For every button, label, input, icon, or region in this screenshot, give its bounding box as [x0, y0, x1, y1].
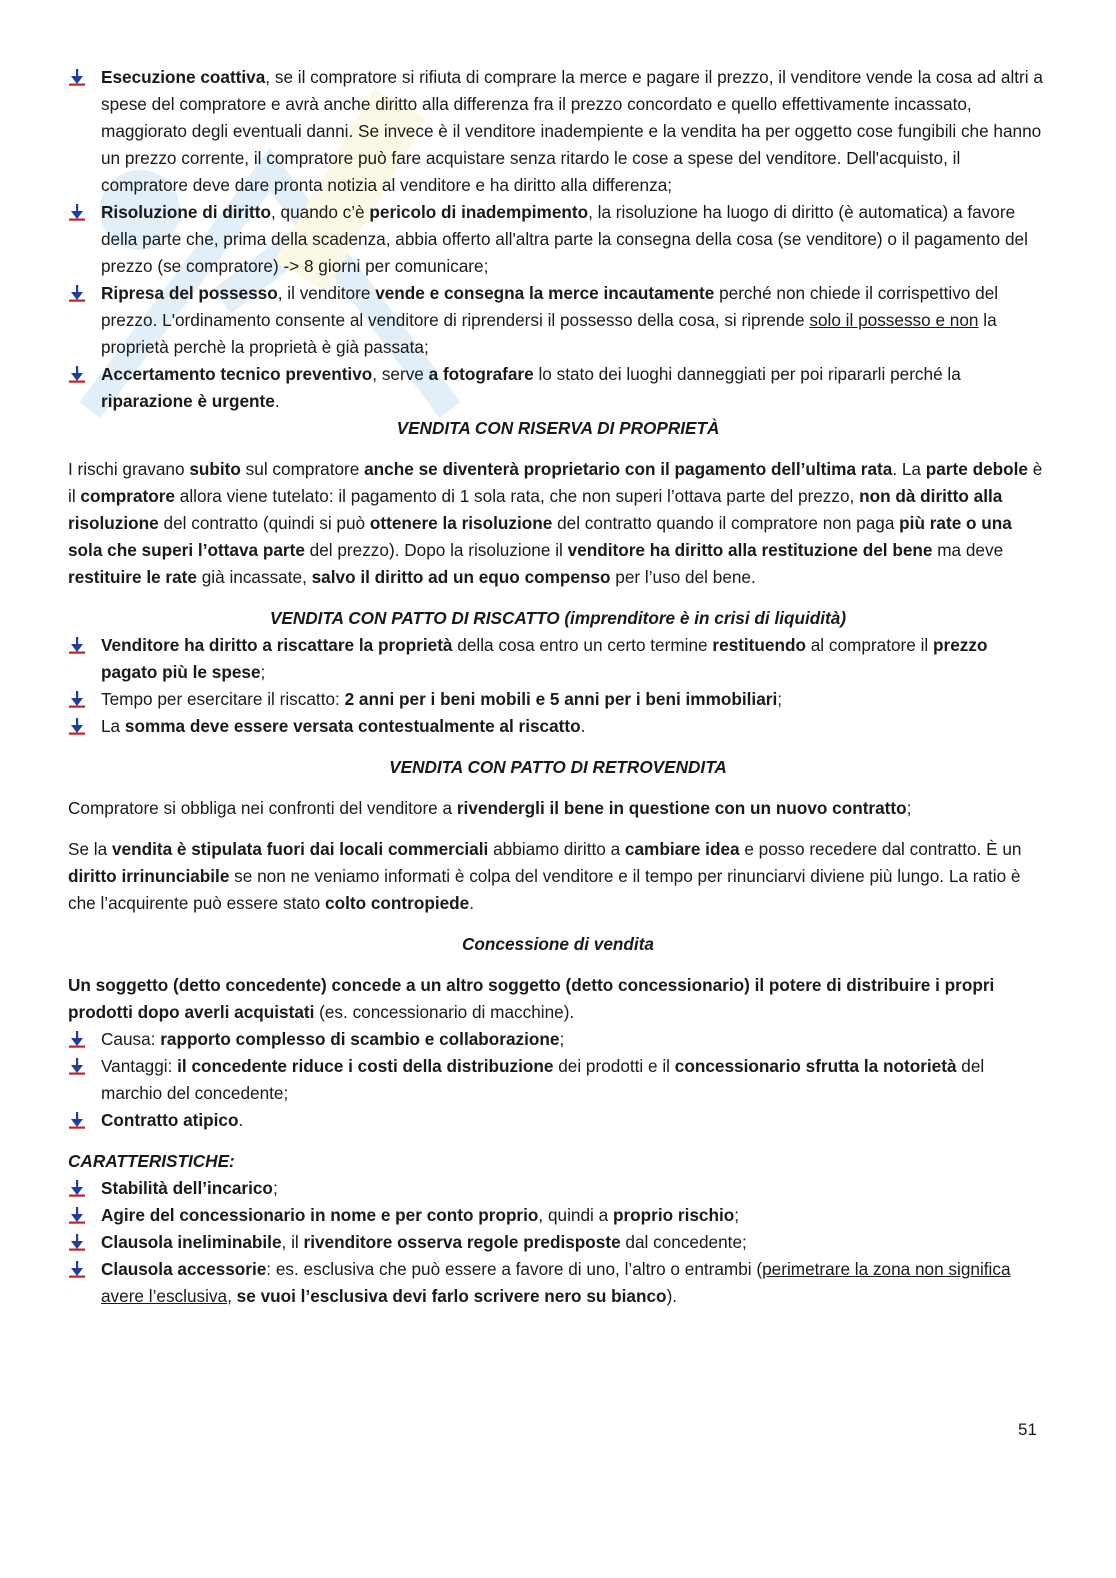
text: .	[274, 391, 280, 411]
term: vende e consegna la merce incautamente	[375, 283, 715, 303]
list-item	[68, 713, 1048, 740]
list-item	[68, 361, 1048, 415]
term: Clausola ineliminabile	[101, 1232, 282, 1252]
term: Accertamento tecnico preventivo	[101, 364, 373, 384]
term: pericolo di inadempimento	[369, 202, 589, 222]
arrow-bullet-icon	[68, 718, 86, 735]
term: compratore	[80, 486, 175, 506]
paragraph	[68, 972, 1048, 1026]
text: , la risoluzione ha luogo di diritto (è automatica) a favore della parte che, prima della scadenza, abbia offerto all'altra parte la consegna della cosa (se venditore) o il pagamento del prezzo (se compratore) -> 8 giorni per comunicare;	[101, 202, 1028, 276]
text: , se il compratore si rifiuta di comprare la merce e pagare il prezzo, il venditore vende la cosa ad altri a spese del compratore e avrà anche diritto alla differenza fra il prezzo concordato e quello effettivamente incassato, maggiorato degli eventuali danni. Se invece è il venditore inadempiente e la vendita ha per oggetto cose fungibili che hanno un prezzo corrente, il compratore può fare acquistare senza ritardo le cose a spese del venditore. Dell'acquisto, il compratore deve dare pronta notizia al venditore e ha diritto alla differenza;	[101, 67, 1043, 195]
arrow-bullet-icon	[68, 691, 86, 708]
text: La	[101, 716, 125, 736]
text: .	[580, 716, 586, 736]
list-item	[68, 1256, 1048, 1310]
text: lo stato dei luoghi danneggiati per poi ripararli perché la	[533, 364, 961, 384]
text: perché non chiede il corrispettivo del prezzo. L'ordinamento consente al venditore di riprendersi il possesso della cosa, si riprende	[101, 283, 999, 330]
section-heading: Concessione di vendita	[462, 934, 654, 954]
text: Tempo per esercitare il riscatto:	[101, 689, 345, 709]
text: al compratore il	[805, 635, 934, 655]
text: se non ne veniamo informati è colpa del venditore e il tempo per rinunciarvi diviene più lungo. La ratio è che l’acquirente può essere stato	[68, 866, 1021, 913]
arrow-bullet-icon	[68, 1234, 86, 1251]
term: Agire del concessionario in nome e per conto proprio	[101, 1205, 539, 1225]
text: , il venditore	[277, 283, 376, 303]
arrow-bullet-icon	[68, 204, 86, 221]
text: del marchio del concedente;	[101, 1056, 985, 1103]
list-item	[68, 686, 1048, 713]
term: se vuoi l’esclusiva devi farlo scrivere nero su bianco	[236, 1286, 667, 1306]
term: vendita è stipulata fuori dai locali commerciali	[111, 839, 489, 859]
arrow-bullet-icon	[68, 637, 86, 654]
term: parte debole	[925, 459, 1028, 479]
term: anche se diventerà proprietario con il pagamento dell’ultima rata	[364, 459, 893, 479]
term: restituendo	[712, 635, 806, 655]
text: . La	[892, 459, 926, 479]
underlined-text: perimetrare la zona non significa avere l’esclusiva	[101, 1259, 1011, 1306]
text: I rischi gravano	[68, 459, 190, 479]
term: il concedente riduce i costi della distribuzione	[177, 1056, 554, 1076]
remedies-list	[68, 64, 1048, 415]
underlined-text: solo il possesso e non	[809, 310, 979, 330]
term: a fotografare	[428, 364, 534, 384]
text: , il	[281, 1232, 304, 1252]
list-item	[68, 1175, 1048, 1202]
text: e posso recedere dal contratto. È un	[739, 839, 1022, 859]
arrow-bullet-icon	[68, 1031, 86, 1048]
text: , serve	[372, 364, 429, 384]
text: ).	[666, 1286, 678, 1306]
arrow-bullet-icon	[68, 366, 86, 383]
term: somma deve essere versata contestualmente al riscatto	[124, 716, 581, 736]
term: prezzo pagato più le spese	[101, 635, 988, 682]
term: proprio rischio	[612, 1205, 735, 1225]
text: del contratto (quindi si può	[158, 513, 370, 533]
text: dal concedente;	[620, 1232, 747, 1252]
term: riparazione è urgente	[101, 391, 275, 411]
list-item	[68, 1026, 1048, 1053]
text: del contratto quando il compratore non paga	[552, 513, 900, 533]
section-heading: VENDITA CON RISERVA DI PROPRIETÀ	[396, 418, 720, 438]
section-heading: CARATTERISTICHE:	[68, 1151, 235, 1171]
term: Venditore ha diritto a riscattare la proprietà	[101, 635, 453, 655]
page-number: 51	[1018, 1420, 1037, 1439]
paragraph	[68, 795, 1048, 822]
term: rivendergli il bene in questione con un nuovo contratto	[456, 798, 907, 818]
term: 2 anni per i beni mobili e 5 anni per i beni immobiliari	[344, 689, 778, 709]
term: Risoluzione di diritto	[101, 202, 271, 222]
text: del prezzo). Dopo la risoluzione il	[304, 540, 568, 560]
text: ;	[777, 689, 783, 709]
term: subito	[189, 459, 241, 479]
term: concessionario sfrutta la notorietà	[674, 1056, 957, 1076]
list-item	[68, 199, 1048, 280]
arrow-bullet-icon	[68, 285, 86, 302]
text: (es. concessionario di macchine).	[314, 1002, 575, 1022]
text: , quando c’è	[270, 202, 370, 222]
text: Se la	[68, 839, 112, 859]
caratteristiche-list	[68, 1175, 1048, 1310]
arrow-bullet-icon	[68, 1261, 86, 1278]
text: dei prodotti e il	[553, 1056, 675, 1076]
text: Vantaggi:	[101, 1056, 178, 1076]
list-item	[68, 1202, 1048, 1229]
text: , quindi a	[538, 1205, 613, 1225]
arrow-bullet-icon	[68, 1058, 86, 1075]
term: cambiare idea	[624, 839, 740, 859]
text: ;	[906, 798, 912, 818]
term: Stabilità dell’incarico	[101, 1178, 273, 1198]
text: ;	[260, 662, 266, 682]
term: salvo il diritto ad un equo compenso	[311, 567, 611, 587]
term: Ripresa del possesso	[101, 283, 278, 303]
list-item	[68, 1107, 1048, 1134]
text: abbiamo diritto a	[488, 839, 625, 859]
term: restituire le rate	[68, 567, 197, 587]
text: Compratore si obbliga nei confronti del venditore a	[68, 798, 457, 818]
term: rapporto complesso di scambio e collaborazione	[160, 1029, 560, 1049]
term: venditore ha diritto alla restituzione del bene	[567, 540, 933, 560]
term: non dà diritto alla risoluzione	[68, 486, 1003, 533]
text: .	[469, 893, 474, 913]
section-heading: VENDITA CON PATTO DI RETROVENDITA	[389, 757, 727, 777]
text: della cosa entro un certo termine	[452, 635, 713, 655]
text: allora viene tutelato: il pagamento di 1 sola rata, che non superi l’ottava parte del prezzo,	[174, 486, 860, 506]
text: già incassate,	[196, 567, 312, 587]
text: sul compratore	[240, 459, 365, 479]
arrow-bullet-icon	[68, 1180, 86, 1197]
list-item	[68, 632, 1048, 686]
list-item	[68, 64, 1048, 199]
text: ma deve	[932, 540, 1004, 560]
text: la proprietà perchè la proprietà è già passata;	[101, 310, 997, 357]
term: Un soggetto (detto concedente) concede a un altro soggetto (detto concessionario) il potere di distribuire i propri prodotti dopo averli acquistati	[68, 975, 995, 1022]
text: ;	[734, 1205, 740, 1225]
term: diritto irrinunciabile	[68, 866, 230, 886]
section-heading: VENDITA CON PATTO DI RISCATTO (imprenditore è in crisi di liquidità)	[269, 608, 847, 628]
term: Contratto atipico	[101, 1110, 239, 1130]
list-item	[68, 1229, 1048, 1256]
text: ;	[559, 1029, 565, 1049]
term: colto contropiede	[325, 893, 470, 913]
riscatto-list	[68, 632, 1048, 740]
paragraph	[68, 456, 1048, 591]
arrow-bullet-icon	[68, 1207, 86, 1224]
concessione-list	[68, 1026, 1048, 1134]
text: Causa:	[101, 1029, 161, 1049]
term: Clausola accessorie	[101, 1259, 267, 1279]
text: ,	[227, 1286, 237, 1306]
arrow-bullet-icon	[68, 1112, 86, 1129]
text: : es. esclusiva che può essere a favore di uno, l’altro o entrambi (	[266, 1259, 763, 1279]
text: .	[238, 1110, 244, 1130]
document-body	[68, 64, 1048, 1310]
term: rivenditore osserva regole predisposte	[303, 1232, 621, 1252]
paragraph	[68, 836, 1048, 917]
term: ottenere la risoluzione	[369, 513, 553, 533]
arrow-bullet-icon	[68, 69, 86, 86]
list-item	[68, 280, 1048, 361]
list-item	[68, 1053, 1048, 1107]
text: è il	[68, 459, 1043, 506]
term: Esecuzione coattiva	[101, 67, 266, 87]
text: per l’uso del bene.	[610, 567, 756, 587]
term: più rate o una sola che superi l’ottava parte	[68, 513, 1012, 560]
text: ;	[272, 1178, 278, 1198]
